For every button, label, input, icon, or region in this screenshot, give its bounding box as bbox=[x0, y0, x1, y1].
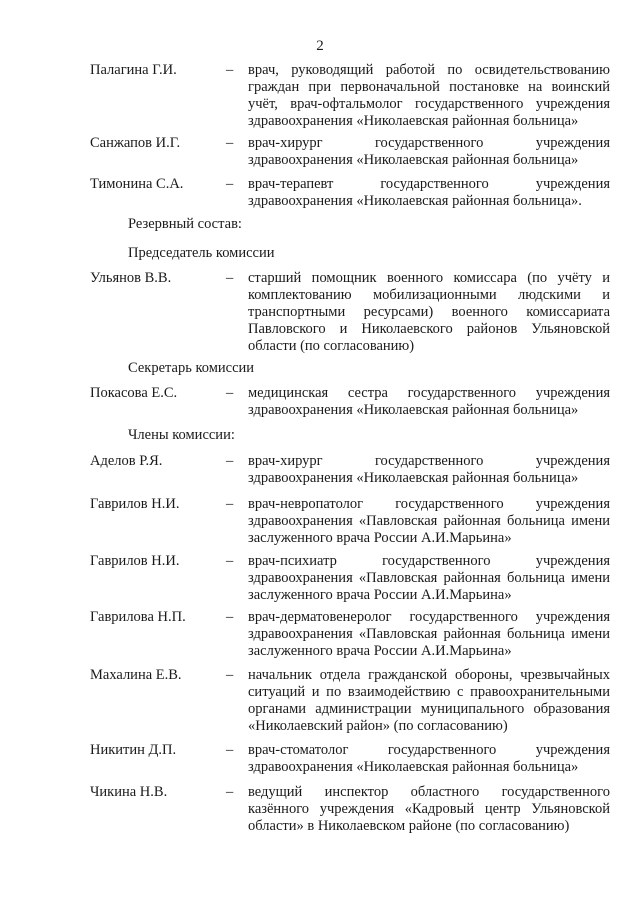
member-name: Ульянов В.В. bbox=[90, 270, 172, 286]
dash-separator: – bbox=[226, 62, 234, 78]
member-position: врач-хирург государственного учреждения здравоохранения «Николаевская районная больница» bbox=[248, 453, 610, 486]
secretary-heading: Секретарь комиссии bbox=[128, 360, 255, 376]
chairman-heading: Председатель комиссии bbox=[128, 245, 275, 261]
member-name: Гаврилова Н.П. bbox=[90, 609, 186, 625]
member-name: Никитин Д.П. bbox=[90, 742, 177, 758]
dash-separator: – bbox=[226, 784, 234, 800]
member-position: врач-дерматовенеролог государственного учреждения здравоохранения «Павловская районная больница имени заслуженного врача России А.И.Марьина» bbox=[248, 609, 610, 659]
member-position: ведущий инспектор областного государственного казённого учреждения «Кадровый центр Ульяновской области» в Николаевском районе (по согласованию) bbox=[248, 784, 610, 834]
member-position: врач-терапевт государственного учреждения здравоохранения «Николаевская районная больница». bbox=[248, 176, 610, 209]
member-position: медицинская сестра государственного учреждения здравоохранения «Николаевская районная больница» bbox=[248, 385, 610, 418]
dash-separator: – bbox=[226, 553, 234, 569]
member-position: врач-невропатолог государственного учреждения здравоохранения «Павловская районная больница имени заслуженного врача России А.И.Марьина» bbox=[248, 496, 610, 546]
dash-separator: – bbox=[226, 270, 234, 286]
member-position: врач-хирург государственного учреждения здравоохранения «Николаевская районная больница» bbox=[248, 135, 610, 168]
dash-separator: – bbox=[226, 176, 234, 192]
page-number: 2 bbox=[316, 38, 324, 54]
member-name: Палагина Г.И. bbox=[90, 62, 177, 78]
reserve-heading: Резервный состав: bbox=[128, 216, 242, 232]
chairman-entry bbox=[90, 270, 610, 356]
member-name: Аделов Р.Я. bbox=[90, 453, 163, 469]
member-position: старший помощник военного комиссара (по учёту и комплектованию мобилизационными людскими и транспортными ресурсами) военного комиссариата Павловского и Николаевского районов Ульяновской области (по согласованию) bbox=[248, 270, 610, 354]
members-heading: Члены комиссии: bbox=[128, 427, 235, 443]
member-position: врач-стоматолог государственного учреждения здравоохранения «Николаевская районная больница» bbox=[248, 742, 610, 775]
member-name: Гаврилов Н.И. bbox=[90, 496, 180, 512]
member-name: Санжапов И.Г. bbox=[90, 135, 181, 151]
member-position: врач, руководящий работой по освидетельствованию граждан при первоначальной постановке на воинский учёт, врач-офтальмолог государственного учреждения здравоохранения «Николаевская районная больница» bbox=[248, 62, 610, 129]
dash-separator: – bbox=[226, 496, 234, 512]
dash-separator: – bbox=[226, 453, 234, 469]
dash-separator: – bbox=[226, 742, 234, 758]
member-name: Чикина Н.В. bbox=[90, 784, 168, 800]
dash-separator: – bbox=[226, 385, 234, 401]
dash-separator: – bbox=[226, 667, 234, 683]
member-name: Гаврилов Н.И. bbox=[90, 553, 180, 569]
member-position: врач-психиатр государственного учреждения здравоохранения «Павловская районная больница имени заслуженного врача России А.И.Марьина» bbox=[248, 553, 610, 603]
member-name: Покасова Е.С. bbox=[90, 385, 178, 401]
member-name: Махалина Е.В. bbox=[90, 667, 182, 683]
member-entry-makhalina bbox=[90, 667, 610, 753]
member-position: начальник отдела гражданской обороны, чрезвычайных ситуаций и по взаимодействию с правоохранительными органами администрации муниципального образования «Николаевский район» (по согласованию) bbox=[248, 667, 610, 734]
dash-separator: – bbox=[226, 135, 234, 151]
member-entry-chikina bbox=[90, 784, 610, 870]
dash-separator: – bbox=[226, 609, 234, 625]
member-name: Тимонина С.А. bbox=[90, 176, 184, 192]
